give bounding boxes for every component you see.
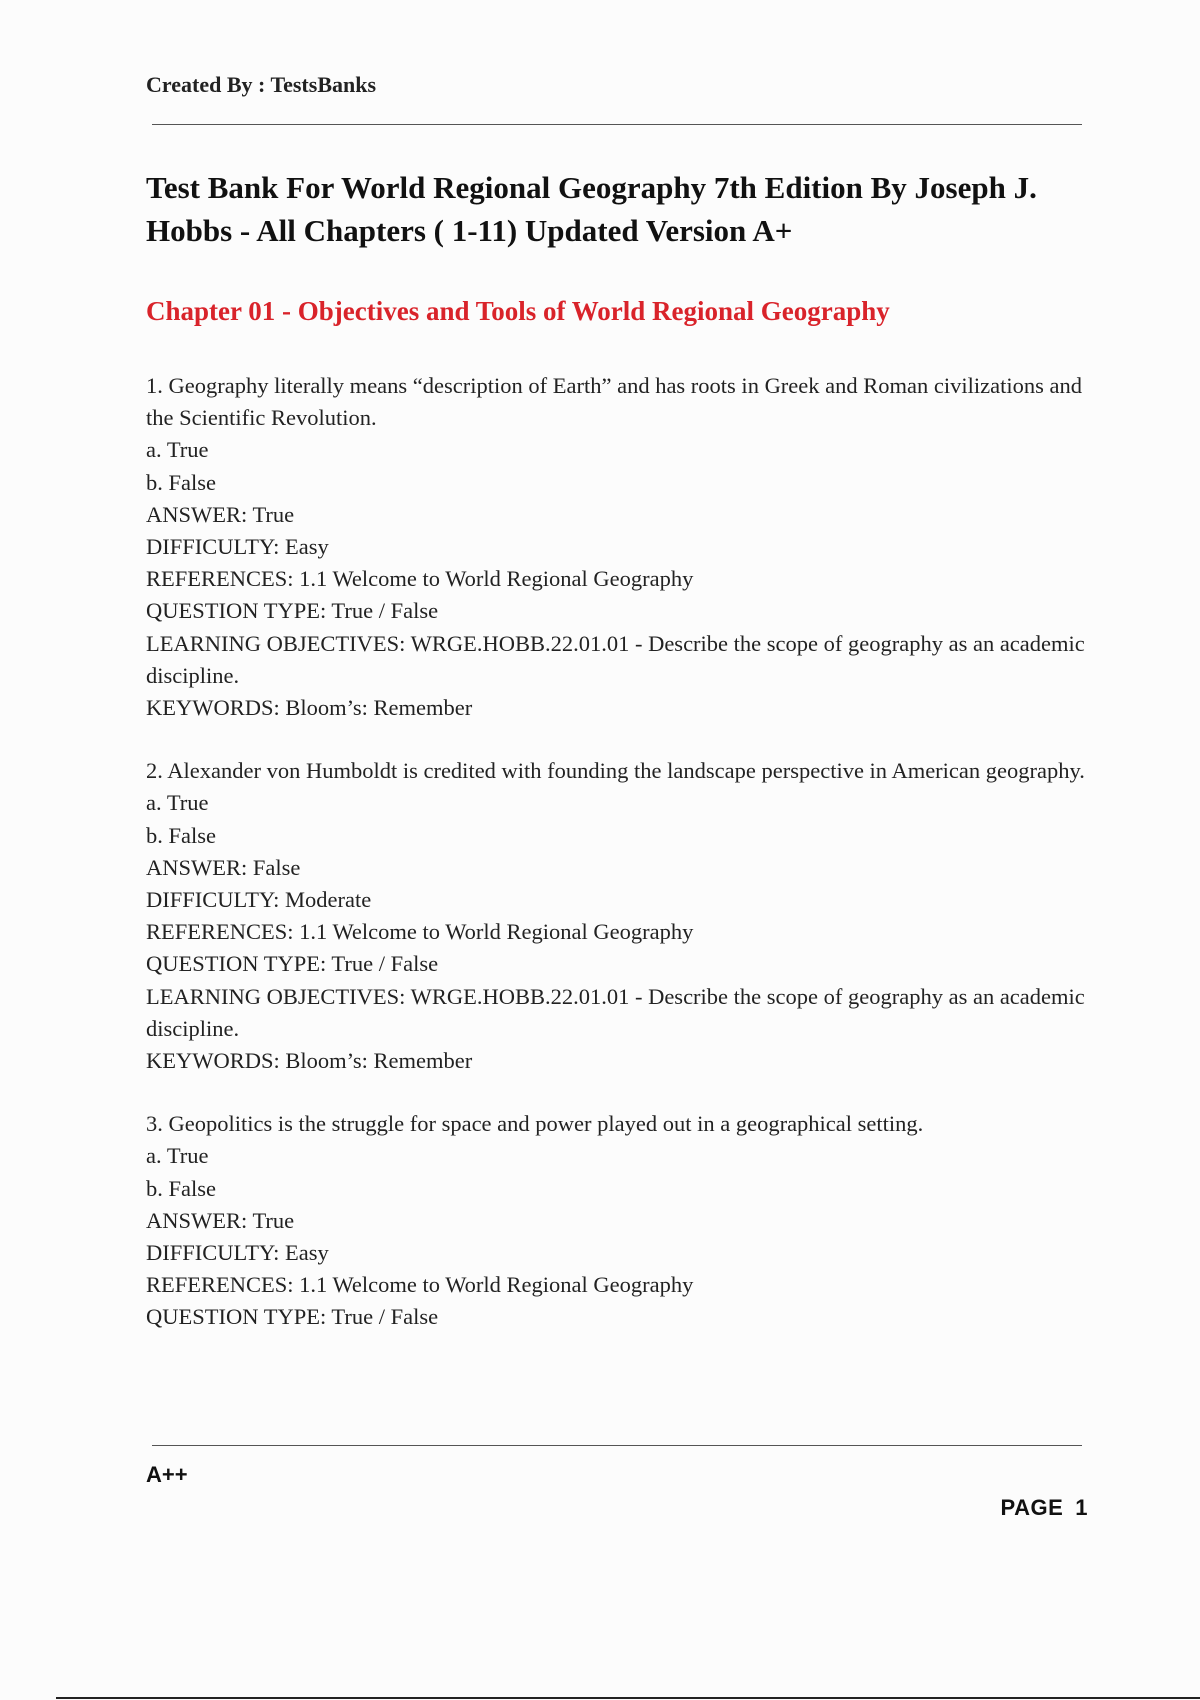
option-b: b. False — [146, 1175, 216, 1201]
footer-divider — [152, 1445, 1082, 1446]
option-a: a. True — [146, 1143, 209, 1169]
created-by-header: Created By : TestsBanks — [146, 72, 377, 97]
page-edge-line — [56, 1697, 1200, 1699]
option-a: a. True — [146, 790, 209, 816]
page-number: 1 — [1075, 1495, 1088, 1520]
answer: ANSWER: True — [146, 1207, 295, 1233]
difficulty: DIFFICULTY: Easy — [146, 534, 329, 560]
question-stem: 3. Geopolitics is the struggle for space and power played out in a geographical setting. — [146, 1111, 924, 1137]
chapter-title: Chapter 01 - Objectives and Tools of World Regional Geography — [146, 296, 890, 326]
option-b: b. False — [146, 469, 216, 495]
question-type: QUESTION TYPE: True / False — [146, 1304, 439, 1330]
question-list — [146, 370, 1086, 1365]
footer-grade: A++ — [146, 1462, 188, 1487]
answer: ANSWER: False — [146, 854, 301, 880]
header-divider — [152, 124, 1082, 125]
question-type: QUESTION TYPE: True / False — [146, 951, 439, 977]
question-stem: 1. Geography literally means “description of Earth” and has roots in Greek and Roman civilizations and the Scientific Revolution. — [146, 373, 1082, 431]
document-title: Test Bank For World Regional Geography 7th Edition By Joseph J. Hobbs - All Chapters ( 1-11) Updated Version A+ — [146, 170, 1037, 248]
references: REFERENCES: 1.1 Welcome to World Regional Geography — [146, 1272, 694, 1298]
question-stem: 2. Alexander von Humboldt is credited with founding the landscape perspective in American geography. — [146, 758, 1085, 784]
question-type: QUESTION TYPE: True / False — [146, 598, 439, 624]
references: REFERENCES: 1.1 Welcome to World Regional Geography — [146, 919, 694, 945]
question-item-1 — [146, 370, 1086, 724]
keywords: KEYWORDS: Bloom’s: Remember — [146, 695, 473, 721]
option-b: b. False — [146, 822, 216, 848]
difficulty: DIFFICULTY: Easy — [146, 1240, 329, 1266]
question-item-2 — [146, 755, 1086, 1077]
keywords: KEYWORDS: Bloom’s: Remember — [146, 1048, 473, 1074]
question-item-3 — [146, 1108, 1086, 1333]
learning-objectives: LEARNING OBJECTIVES: WRGE.HOBB.22.01.01 - Describe the scope of geography as an academic discipline. — [146, 983, 1085, 1041]
page-number-footer — [1001, 1495, 1088, 1521]
references: REFERENCES: 1.1 Welcome to World Regional Geography — [146, 566, 694, 592]
answer: ANSWER: True — [146, 501, 295, 527]
page-label: PAGE — [1000, 1495, 1064, 1520]
option-a: a. True — [146, 437, 209, 463]
learning-objectives: LEARNING OBJECTIVES: WRGE.HOBB.22.01.01 - Describe the scope of geography as an academic discipline. — [146, 630, 1085, 688]
difficulty: DIFFICULTY: Moderate — [146, 887, 372, 913]
